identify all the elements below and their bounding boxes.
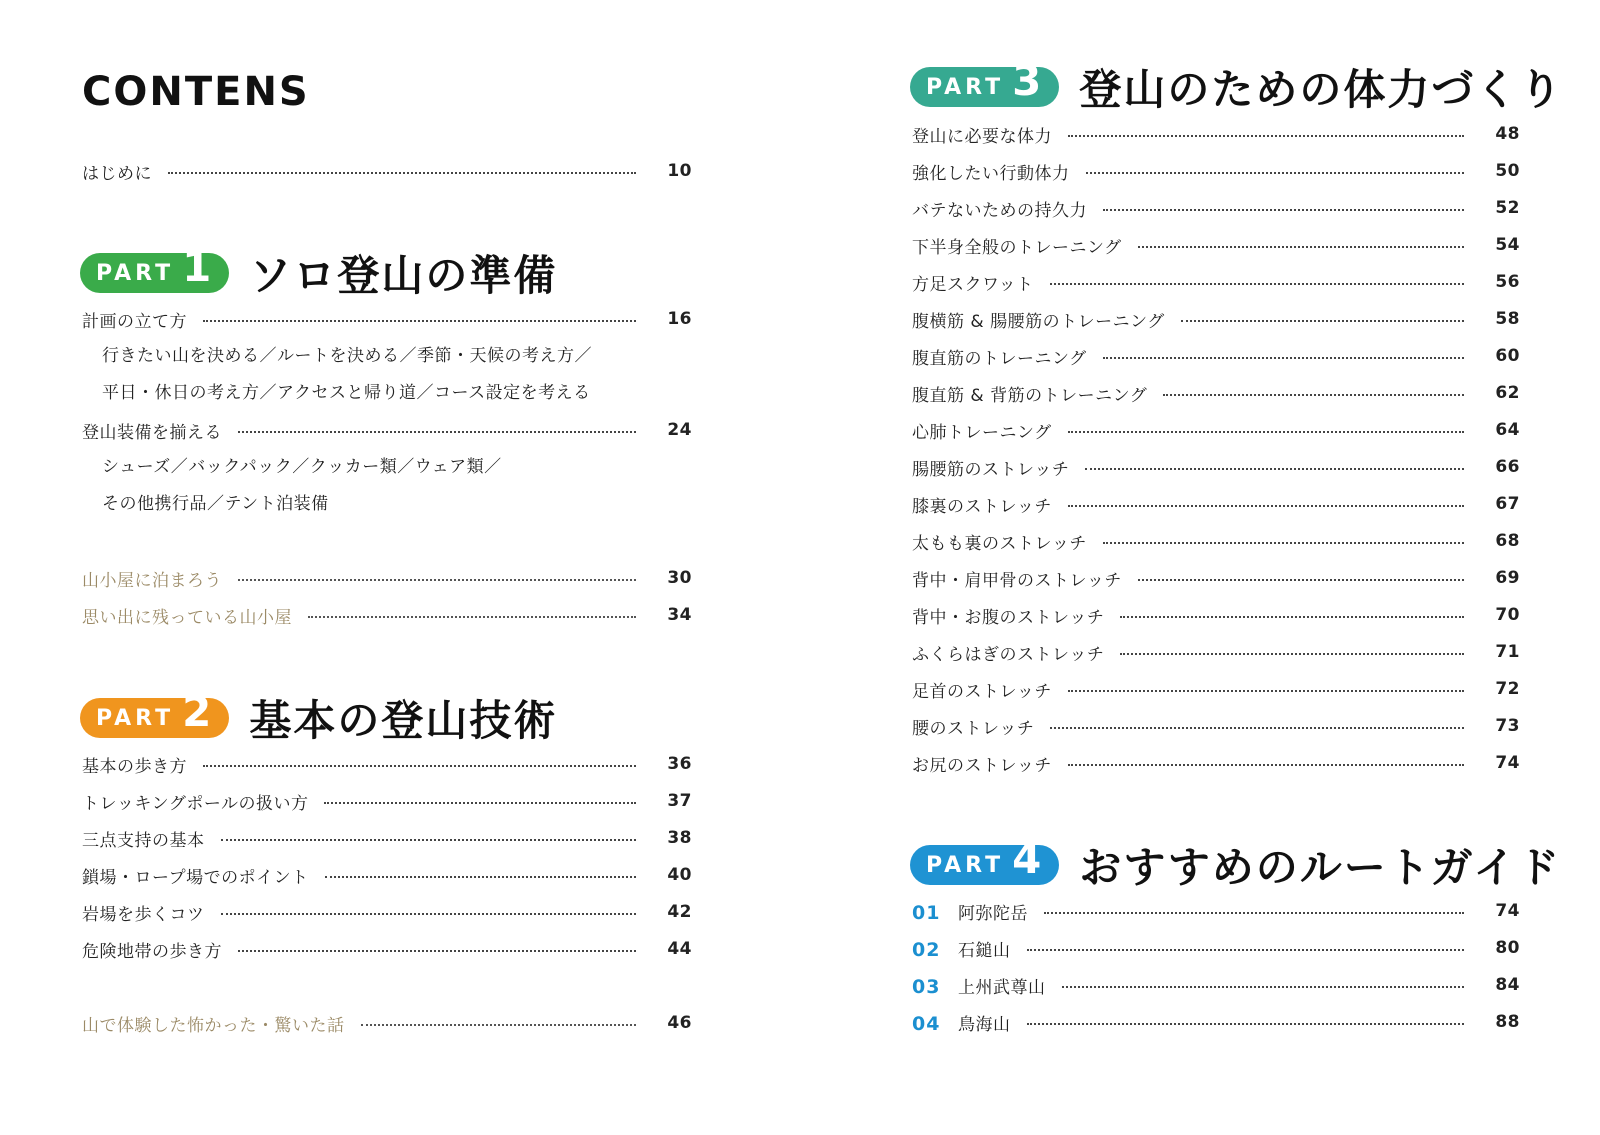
route-entry[interactable] <box>912 898 1520 924</box>
toc-subtopics: 行きたい山を決める／ルートを決める／季節・天候の考え方／ <box>102 346 592 366</box>
part-number: 3 <box>1012 56 1042 105</box>
page-number: 69 <box>1495 568 1520 588</box>
part-4-header <box>910 835 1561 895</box>
page-number: 10 <box>667 161 692 181</box>
entry-label: 基本の歩き方 <box>82 756 187 777</box>
dot-leader <box>1068 135 1464 137</box>
page-number: 62 <box>1495 383 1520 403</box>
toc-entry[interactable] <box>912 602 1520 628</box>
page-number: 74 <box>1495 753 1520 773</box>
page-number: 74 <box>1495 901 1520 921</box>
dot-leader <box>1085 468 1464 470</box>
dot-leader <box>1138 246 1464 248</box>
dot-leader <box>324 802 636 804</box>
entry-label: 足首のストレッチ <box>912 681 1052 702</box>
page-number: 58 <box>1495 309 1520 329</box>
page-number: 36 <box>667 754 692 774</box>
dot-leader <box>203 765 636 767</box>
part-number: 2 <box>182 687 212 736</box>
toc-entry[interactable] <box>82 862 692 888</box>
route-label-group <box>912 1010 1011 1035</box>
page-number: 71 <box>1495 642 1520 662</box>
toc-entry[interactable] <box>912 676 1520 702</box>
entry-label: 方足スクワット <box>912 274 1034 295</box>
part-word: PART <box>96 260 175 286</box>
page-number: 56 <box>1495 272 1520 292</box>
part-1-badge <box>80 242 229 293</box>
entry-label: 山小屋に泊まろう <box>82 570 222 591</box>
entry-label: 計画の立て方 <box>82 311 187 332</box>
dot-leader <box>1062 986 1465 988</box>
entry-label: 登山に必要な体力 <box>912 126 1052 147</box>
toc-entry[interactable] <box>912 232 1520 258</box>
dot-leader <box>221 839 637 841</box>
page-number: 67 <box>1495 494 1520 514</box>
page-number: 42 <box>667 902 692 922</box>
route-number: 01 <box>912 901 941 924</box>
page-number: 68 <box>1495 531 1520 551</box>
page-number: 60 <box>1495 346 1520 366</box>
page-number: 80 <box>1495 938 1520 958</box>
toc-entry[interactable] <box>912 417 1520 443</box>
entry-label: 下半身全般のトレーニング <box>912 237 1122 258</box>
dot-leader <box>1044 912 1464 914</box>
entry-label: 心肺トレーニング <box>912 422 1052 443</box>
toc-entry[interactable] <box>82 751 692 777</box>
route-name: 阿弥陀岳 <box>958 903 1028 924</box>
dot-leader <box>1120 653 1464 655</box>
entry-label: 強化したい行動体力 <box>912 163 1070 184</box>
page-number: 34 <box>667 605 692 625</box>
entry-label: 太もも裏のストレッチ <box>912 533 1087 554</box>
toc-column-entry[interactable] <box>82 1010 692 1036</box>
page-number: 64 <box>1495 420 1520 440</box>
page-number: 24 <box>667 420 692 440</box>
page-number: 84 <box>1495 975 1520 995</box>
route-label-group <box>912 936 1011 961</box>
dot-leader <box>168 172 636 174</box>
route-entry[interactable] <box>912 935 1520 961</box>
toc-entry[interactable] <box>912 454 1520 480</box>
entry-label: トレッキングポールの扱い方 <box>82 793 309 814</box>
dot-leader <box>1103 542 1464 544</box>
page-number: 30 <box>667 568 692 588</box>
toc-entry[interactable] <box>912 343 1520 369</box>
part-word: PART <box>926 74 1005 100</box>
toc-column-entry[interactable] <box>82 602 692 628</box>
entry-label: 腸腰筋のストレッチ <box>912 459 1070 480</box>
toc-entry[interactable] <box>82 417 692 443</box>
dot-leader <box>308 616 636 618</box>
entry-label: はじめに <box>82 163 152 184</box>
part-3-header <box>910 57 1563 117</box>
dot-leader <box>1086 172 1465 174</box>
entry-label: 思い出に残っている山小屋 <box>82 607 292 628</box>
part-2-header <box>80 688 557 748</box>
dot-leader <box>325 876 636 878</box>
entry-label: 岩場を歩くコツ <box>82 904 205 925</box>
dot-leader <box>1120 616 1464 618</box>
page-number: 40 <box>667 865 692 885</box>
toc-entry[interactable] <box>912 491 1520 517</box>
dot-leader <box>221 913 637 915</box>
page-number: 70 <box>1495 605 1520 625</box>
entry-label: 背中・お腹のストレッチ <box>912 607 1105 628</box>
route-number: 02 <box>912 938 941 961</box>
part-2-title: 基本の登山技術 <box>249 696 558 745</box>
route-label-group <box>912 899 1028 924</box>
toc-entry[interactable] <box>912 269 1520 295</box>
entry-label: 背中・肩甲骨のストレッチ <box>912 570 1122 591</box>
toc-entry-intro[interactable] <box>82 158 692 184</box>
entry-label: 腰のストレッチ <box>912 718 1035 739</box>
route-label-group <box>912 973 1046 998</box>
toc-entry[interactable] <box>912 713 1520 739</box>
part-1-title: ソロ登山の準備 <box>249 251 558 300</box>
route-name: 鳥海山 <box>958 1014 1011 1035</box>
route-number: 03 <box>912 975 941 998</box>
entry-label: 登山装備を揃える <box>82 422 222 443</box>
toc-entry[interactable] <box>82 825 692 851</box>
dot-leader <box>1068 431 1464 433</box>
part-word: PART <box>926 852 1005 878</box>
toc-entry[interactable] <box>82 306 692 332</box>
dot-leader <box>1068 505 1464 507</box>
toc-entry[interactable] <box>912 380 1520 406</box>
entry-label: 腹直筋 & 背筋のトレーニング <box>912 385 1148 406</box>
dot-leader <box>203 320 636 322</box>
page-number: 54 <box>1495 235 1520 255</box>
toc-subtopics: シューズ／バックパック／クッカー類／ウェア類／ <box>102 457 502 477</box>
part-number: 4 <box>1012 834 1042 883</box>
dot-leader <box>1068 764 1464 766</box>
page-title: CONTENS <box>82 69 310 115</box>
page-number: 72 <box>1495 679 1520 699</box>
toc-entry[interactable] <box>82 936 692 962</box>
part-number: 1 <box>182 242 212 291</box>
toc-entry[interactable] <box>82 899 692 925</box>
dot-leader <box>1138 579 1464 581</box>
dot-leader <box>1050 283 1464 285</box>
toc-subtopics: 平日・休日の考え方／アクセスと帰り道／コース設定を考える <box>102 383 591 403</box>
route-entry[interactable] <box>912 972 1520 998</box>
part-4-title: おすすめのルートガイド <box>1079 843 1562 892</box>
dot-leader <box>1103 209 1464 211</box>
entry-label: 腹直筋のトレーニング <box>912 348 1087 369</box>
dot-leader <box>1050 727 1464 729</box>
page-number: 37 <box>667 791 692 811</box>
dot-leader <box>238 431 636 433</box>
toc-entry[interactable] <box>912 565 1520 591</box>
page-number: 44 <box>667 939 692 959</box>
toc-entry[interactable] <box>912 195 1520 221</box>
page-number: 16 <box>667 309 692 329</box>
toc-entry[interactable] <box>912 121 1520 147</box>
part-2-badge <box>80 687 229 738</box>
page-number: 66 <box>1495 457 1520 477</box>
entry-label: 危険地帯の歩き方 <box>82 941 222 962</box>
toc-subtopics: その他携行品／テント泊装備 <box>102 494 329 514</box>
page-number: 88 <box>1495 1012 1520 1032</box>
toc-entry[interactable] <box>912 306 1520 332</box>
dot-leader <box>1068 690 1464 692</box>
page-number: 73 <box>1495 716 1520 736</box>
entry-label: 膝裏のストレッチ <box>912 496 1052 517</box>
entry-label: お尻のストレッチ <box>912 755 1052 776</box>
part-1-header <box>80 243 557 303</box>
dot-leader <box>1027 1023 1465 1025</box>
toc-entry[interactable] <box>912 528 1520 554</box>
page-number: 46 <box>667 1013 692 1033</box>
toc-entry[interactable] <box>912 158 1520 184</box>
entry-label: バテないための持久力 <box>912 200 1087 221</box>
route-entry[interactable] <box>912 1009 1520 1035</box>
entry-label: 三点支持の基本 <box>82 830 205 851</box>
toc-column-entry[interactable] <box>82 565 692 591</box>
part-word: PART <box>96 705 175 731</box>
page-number: 50 <box>1495 161 1520 181</box>
dot-leader <box>1027 949 1465 951</box>
dot-leader <box>238 579 636 581</box>
route-name: 上州武尊山 <box>958 977 1046 998</box>
toc-entry[interactable] <box>82 788 692 814</box>
part-3-title: 登山のための体力づくり <box>1079 65 1564 114</box>
toc-entry[interactable] <box>912 750 1520 776</box>
dot-leader <box>361 1024 637 1026</box>
toc-entry[interactable] <box>912 639 1520 665</box>
entry-label: 山で体験した怖かった・驚いた話 <box>82 1015 345 1036</box>
route-name: 石鎚山 <box>958 940 1011 961</box>
route-number: 04 <box>912 1012 941 1035</box>
dot-leader <box>238 950 636 952</box>
dot-leader <box>1103 357 1464 359</box>
part-3-badge <box>910 56 1059 107</box>
page-number: 38 <box>667 828 692 848</box>
dot-leader <box>1181 320 1464 322</box>
page-number: 52 <box>1495 198 1520 218</box>
entry-label: ふくらはぎのストレッチ <box>912 644 1105 665</box>
entry-label: 鎖場・ロープ場でのポイント <box>82 867 309 888</box>
entry-label: 腹横筋 & 腸腰筋のトレーニング <box>912 311 1165 332</box>
page-number: 48 <box>1495 124 1520 144</box>
dot-leader <box>1163 394 1464 396</box>
part-4-badge <box>910 834 1059 885</box>
